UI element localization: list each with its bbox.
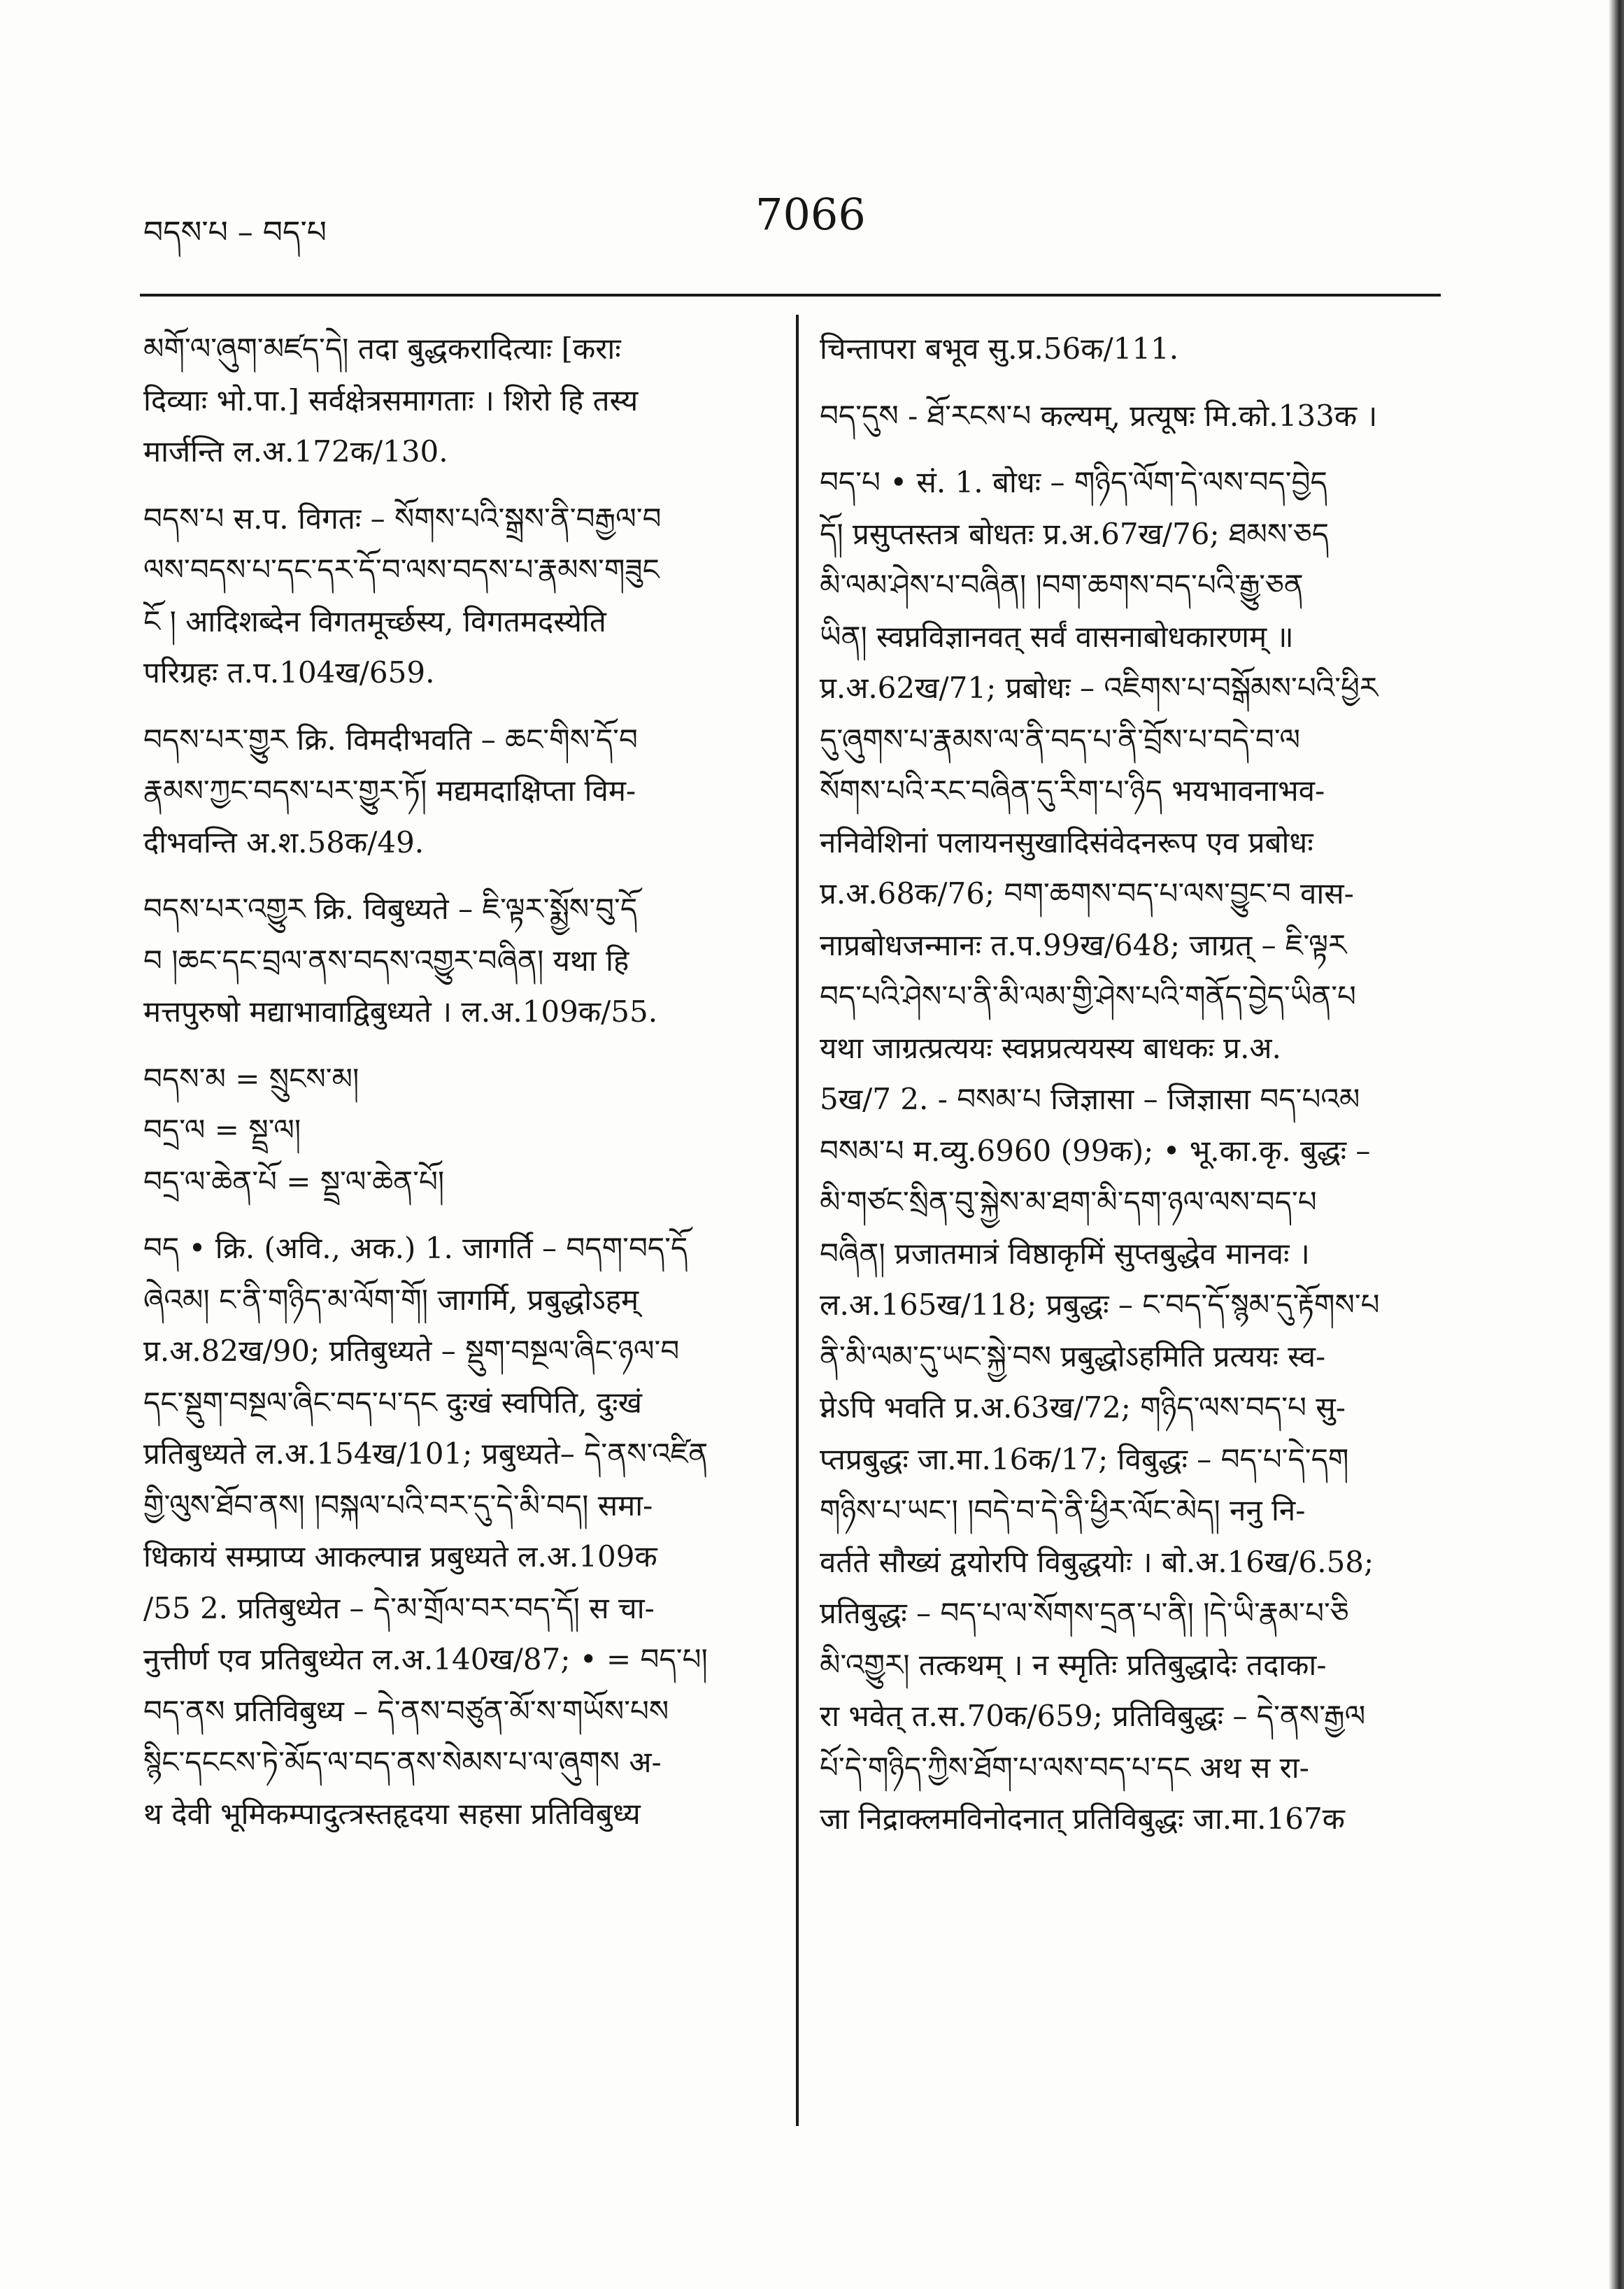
text-line: མི་འགྱུར། तत्कथम् । न स्मृतिः प्रतिबुद्धादेः तदाका-	[820, 1647, 1327, 1682]
text-line: दीभवन्ति अ.श.58क/49.	[143, 825, 425, 860]
text-line: བདྲ་ལ = སྡྲ་ལ།	[143, 1113, 301, 1147]
text-line: སྙིང་དངངས་ཏེ་མོད་ལ་བད་ནས་སེམས་པ་ལ་ཞུགས अ-	[143, 1745, 662, 1779]
text-line: གྱི་ལུས་ཐོབ་ནས། །བསྐལ་པའི་བར་དུ་དེ་མི་བད། समा-	[143, 1488, 653, 1523]
text-line: བདས་པར་གྱུར क्रि. विमदीभवति – ཆང་གིས་དོ་བ	[143, 722, 638, 757]
text-line: प्र.अ.82ख/90; प्रतिबुध्यते – སྡུག་བསྔལ་ཞིང་ཉལ་བ	[143, 1334, 680, 1368]
text-line: བད་པ • सं. 1. बोधः – གཉིད་ལོག་དེ་ལས་བད་བྱེད	[820, 465, 1327, 499]
text-line: प्रतिबुध्यते ल.अ.154ख/101; प्रबुध्यते– དེ་ནས་འཛིན	[143, 1436, 708, 1471]
text-line: ནི་མི་ལམ་དུ་ཡང་སྐྱེ་བས प्रबुद्धोऽहमिति प्रत्ययः स्व-	[820, 1339, 1326, 1374]
text-line: थ देवी भूमिकम्पादुत्त्रस्तहृदया सहसा प्रतिविबुध्य	[143, 1796, 641, 1831]
text-line: चिन्तापरा बभूव सु.प्र.56क/111.	[820, 331, 1179, 366]
text-line: मत्तपुरुषो मद्याभावाद्विबुध्यते । ल.अ.109क/55.	[143, 994, 658, 1029]
text-line: ཞེའམ། ང་ནི་གཉིད་མ་ལོག་གོ། जागर्मि, प्रबुद्धोऽहम्	[143, 1282, 639, 1317]
scanned-page-edge	[1609, 0, 1624, 2289]
header-rule	[140, 294, 1441, 297]
text-line: བད་ནས प्रतिविबुध्य – དེ་ནས་བཙུན་མོ་ས་གཡོས་པས	[143, 1693, 669, 1728]
text-line: བད་དུས - ཐོ་རངས་པ कल्यम्, प्रत्यूषः मि.को.133क ।	[820, 398, 1378, 433]
text-line: नाप्रबोधजन्मानः त.प.99ख/648; जाग्रत् – ཇི་ལྟར	[820, 927, 1347, 962]
text-line: བད • क्रि. (अवि., अक.) 1. जागर्ति – བདག་བད་དོ	[143, 1231, 688, 1265]
text-line: བདྲ་ལ་ཆེན་པོ = སྡྲ་ལ་ཆེན་པོ།	[143, 1164, 445, 1199]
text-line: བ །ཆང་དང་བྲལ་ནས་བདས་འགྱུར་བཞིན། यथा हि	[143, 943, 629, 978]
right-column	[820, 323, 1437, 1845]
text-line: /55 2. प्रतिबुध्येत – དེ་མ་གྲོལ་བར་བད་དོ། स चा-	[143, 1590, 655, 1625]
text-line: བསམ་པ म.व्यु.6960 (99क); • भू.का.कृ. बुद्धः –	[820, 1133, 1371, 1168]
text-line: वर्तते सौख्यं द्वयोरपि विबुद्धयोः । बो.अ.16ख/6.58;	[820, 1544, 1374, 1579]
text-line: प्रतिबुद्धः – བད་པ་ལ་སོགས་དྲན་པ་ནི། །དེ་ཡི་རྣམ་པ་ཅི	[820, 1596, 1349, 1630]
text-line: བདས་པ स.प. विगतः – སོགས་པའི་སྒྲས་ནི་བརྒྱལ་བ	[143, 501, 662, 536]
text-line: མི་ལམ་ཤེས་པ་བཞིན། །བག་ཆགས་བད་པའི་རྒྱུ་ཅན	[820, 568, 1304, 602]
text-line: प्तप्रबुद्धः जा.मा.16क/17; विबुद्धः – བད་པ་དེ་དག	[820, 1441, 1349, 1476]
text-line: བད་པའི་ཤེས་པ་ནི་མི་ལམ་གྱི་ཤེས་པའི་གནོད་བྱེད་ཡིན་པ	[820, 979, 1356, 1013]
text-line: नुत्तीर्ण एव प्रतिबुध्येत ल.अ.140ख/87; • = བད་པ།	[143, 1642, 708, 1676]
text-line: ངོ ། आदिशब्देन विगतमूर्च्छस्य, विगतमदस्येति	[143, 604, 606, 639]
text-line: 5ख/7 2. - བསམ་པ जिज्ञासा – जिज्ञासा བད་པའམ	[820, 1082, 1360, 1116]
text-line: मार्जन्ति ल.अ.172क/130.	[143, 434, 448, 469]
text-line: དོ། प्रसुप्तस्तत्र बोधतः प्र.अ.67ख/76; ཐམས་ཅད	[820, 516, 1330, 551]
text-line: रा भवेत् त.स.70क/659; प्रतिविबुद्धः – དེ་ནས་རྒྱལ	[820, 1699, 1366, 1733]
text-line: प्र.अ.62ख/71; प्रबोधः – འཇིགས་པ་བསྒོམས་པའི་ཕྱིར	[820, 671, 1379, 705]
text-line: ཡིན། स्वप्नविज्ञानवत् सर्वं वासनाबोधकारणम् ॥	[820, 619, 1294, 654]
page-number: 7066	[755, 189, 866, 240]
text-line: ལས་བདས་པ་དང་དར་དོ་བ་ལས་བདས་པ་རྣམས་གཟུང	[143, 552, 660, 587]
column-divider	[796, 315, 799, 2126]
text-line: མི་གཙང་སྲིན་བུ་སྐྱེས་མ་ཐག་མི་དག་ཉལ་ལས་བད་པ	[820, 1185, 1317, 1219]
text-line: परिग्रहः त.प.104ख/659.	[143, 655, 435, 690]
text-line: དང་སྡུག་བསྔལ་ཞིང་བད་པ་དང दुःखं स्वपिति, दुःखं	[143, 1385, 642, 1420]
text-line: མགོ་ལ་ཞུག་མཛད་དེ། तदा बुद्धकरादित्याः [कराः	[143, 331, 621, 366]
text-line: जा निद्राक्लमविनोदनात् प्रतिविबुद्धः जा.मा.167क	[820, 1802, 1345, 1836]
left-column	[143, 323, 776, 1839]
text-line: བཞིན། प्रजातमात्रं विष्ठाकृमिं सुप्तबुद्धेव मानवः ।	[820, 1236, 1310, 1271]
text-line: दिव्याः भो.पा.] सर्वक्षेत्रसमागताः । शिरो हि तस्य	[143, 383, 639, 418]
text-line: ननिवेशिनां पलायनसुखादिसंवेदनरूप एव प्रबोधः	[820, 825, 1313, 860]
text-line: ल.अ.165ख/118; प्रबुद्धः – ང་བད་དོ་སྙམ་དུ་རྟོགས་པ	[820, 1288, 1380, 1322]
text-line: यथा जाग्रत्प्रत्ययः स्वप्नप्रत्ययस्य बाधकः प्र.अ.	[820, 1030, 1281, 1065]
text-line: སོགས་པའི་རང་བཞིན་དུ་རིག་པ་ཉིད भयभावनाभव-	[820, 773, 1325, 808]
text-line: གཉིས་པ་ཡང་། །བདེ་བ་དེ་ནི་ཕྱིར་ལོང་མེད། ननु नि-	[820, 1493, 1306, 1527]
text-line: རྣམས་ཀྱང་བདས་པར་གྱུར་ཏོ། मद्यमदाक्षिप्ता विम-	[143, 773, 636, 808]
text-line: प्र.अ.68क/76; བག་ཆགས་བད་པ་ལས་བྱུང་བ वास-	[820, 876, 1354, 911]
text-line: प्नेऽपि भवति प्र.अ.63ख/72; གཉིད་ལས་བད་པ सु-	[820, 1390, 1346, 1425]
text-line: དུ་ཞུགས་པ་རྣམས་ལ་ནི་བད་པ་ནི་བྲོས་པ་བདེ་བ་ལ	[820, 722, 1301, 757]
text-line: བདས་པར་འགྱུར क्रि. विबुध्यते – ཇི་ལྟར་སྨྱོས་བུ་དོ	[143, 892, 638, 926]
text-line: པོ་དེ་གཉིད་ཀྱིས་ཐོག་པ་ལས་བད་པ་དང अथ स रा-	[820, 1750, 1309, 1785]
text-line: བདས་མ = སྲུངས་མ།	[143, 1061, 359, 1096]
running-head: བདས་པ – བད་པ	[143, 215, 327, 250]
text-line: धिकायं सम्प्राप्य आकल्पान्न प्रबुध्यते ल.अ.109क	[143, 1539, 657, 1574]
